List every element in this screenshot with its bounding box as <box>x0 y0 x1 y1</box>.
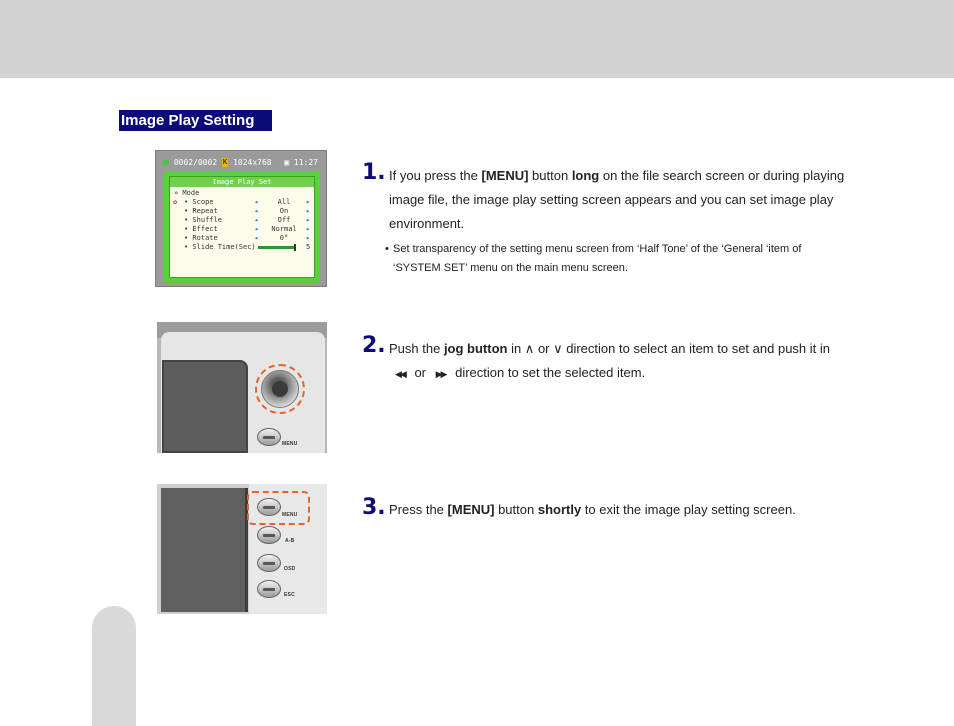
menu-row-scope: ✿ • Scope ◂ All ▸ <box>173 198 311 206</box>
esc-hw-button <box>257 580 281 598</box>
arrow-left-icon: ◂ <box>254 216 259 224</box>
menu-row-effect: • Effect ◂ Normal ▸ <box>184 225 311 233</box>
step-1-text: If you press the [MENU] button long on the file search screen or during playing image file, the image play setting screen appears and you can set image play environment. <box>389 168 845 231</box>
arrow-left-icon: ◂ <box>254 207 259 215</box>
section-title: Image Play Setting <box>119 110 272 131</box>
jog-button <box>261 370 299 408</box>
device-screen <box>161 488 248 612</box>
menu-row-shuffle: • Shuffle ◂ Off ▸ <box>184 216 311 224</box>
header-band <box>0 0 954 78</box>
step-number-1: 1. <box>362 160 386 185</box>
menu-row-rotate: • Rotate ◂ 0° ▸ <box>184 234 311 242</box>
step-number-2: 2. <box>362 333 386 358</box>
page-tab <box>92 606 136 726</box>
menu-title: Image Play Set <box>170 177 314 187</box>
menu-button-highlight <box>247 491 310 525</box>
step-2-text: Push the jog button in ∧ or ∨ direction to select an item to set and push it in ◀◀ or ▶▶ direction to set the selected item. <box>389 341 830 380</box>
menu-row-repeat: • Repeat ◂ On ▸ <box>184 207 311 215</box>
step-3-text: Press the [MENU] button shortly to exit the image play setting screen. <box>389 502 796 517</box>
arrow-left-icon: ◂ <box>254 234 259 242</box>
arrow-right-icon: ▸ <box>306 207 311 215</box>
arrow-right-icon: ▸ <box>306 198 311 206</box>
arrow-right-icon: ▸ <box>306 234 311 242</box>
k-badge: K <box>223 158 228 166</box>
rewind-icon: ◀◀ <box>395 369 405 379</box>
menu-hw-label: MENU <box>282 441 298 447</box>
ab-hw-label: A-B <box>285 538 295 544</box>
esc-hw-label: ESC <box>284 592 295 598</box>
clock: ▣ 11:27 <box>284 158 318 167</box>
arrow-right-icon: ▸ <box>306 225 311 233</box>
selection-marker-icon: ✿ <box>173 198 178 206</box>
lcd-status-bar <box>162 156 322 170</box>
jog-button-photo <box>157 322 327 453</box>
osd-hw-label: OSD <box>284 566 296 572</box>
osd-hw-button <box>257 554 281 572</box>
file-counter: 0002/0002 <box>173 158 218 167</box>
play-status-icon <box>162 159 169 166</box>
slide-time-slider <box>258 246 296 249</box>
step-1-note: • Set transparency of the setting menu screen from ‘Half Tone’ of the ‘General ‘item of ‘SYSTEM SET’ menu on the main menu screen. <box>393 240 843 278</box>
arrow-right-icon: ▸ <box>306 216 311 224</box>
arrow-left-icon: ◂ <box>254 225 259 233</box>
step-number-3: 3. <box>362 495 386 520</box>
device-screen <box>162 360 248 453</box>
image-play-set-screenshot <box>155 150 327 287</box>
arrow-left-icon: ◂ <box>254 198 259 206</box>
menu-hw-button <box>257 428 281 446</box>
menu-hw-label: MENU <box>282 512 298 518</box>
fast-forward-icon: ▶▶ <box>435 369 446 379</box>
resolution-label: 1024x768 <box>233 158 272 167</box>
lcd-screen <box>164 171 320 283</box>
settings-menu <box>169 176 315 278</box>
mode-label: » Mode <box>174 189 200 197</box>
ab-hw-button <box>257 526 281 544</box>
menu-row-mode <box>170 189 314 198</box>
menu-row-slide-time: • Slide Time(Sec) 5 <box>184 243 311 251</box>
